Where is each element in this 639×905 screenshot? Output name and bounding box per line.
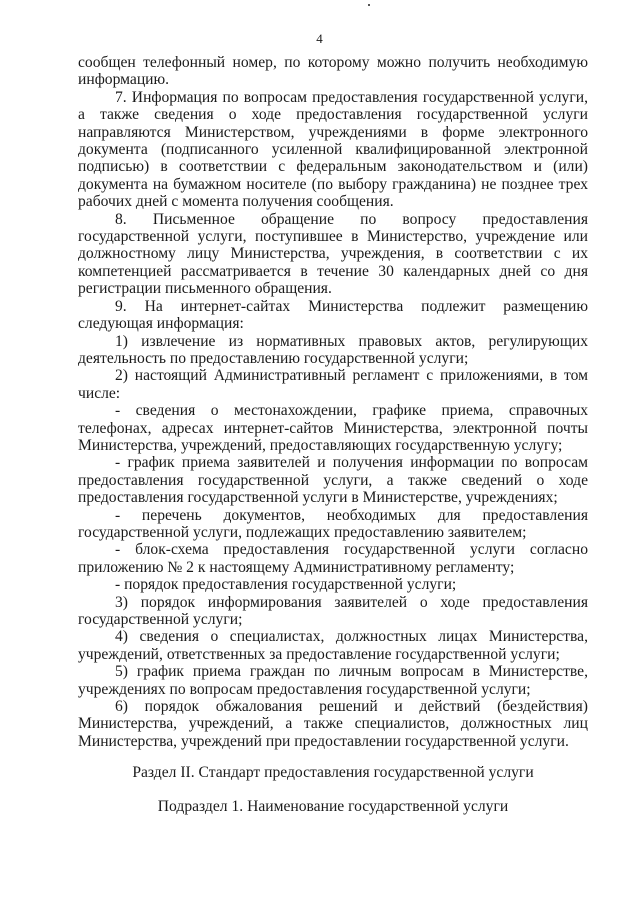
list-item-3: 3) порядок информирования заявителей о ходе предоставления государственной услуги; <box>78 593 588 628</box>
sub-item-documents-list: - перечень документов, необходимых для предоставления государственной услуги, подлежащих предоставлению заявителем; <box>78 506 588 541</box>
sub-item-flowchart: - блок-схема предоставления государственной услуги согласно приложению № 2 к настоящему Административному регламенту; <box>78 541 588 576</box>
list-item-6: 6) порядок обжалования решений и действий (бездействия) Министерства, учреждений, а также специалистов, должностных лиц Министерства, учреждений при предоставлении государственной услуги. <box>78 698 588 750</box>
sub-item-reception-schedule: - график приема заявителей и получения информации по вопросам предоставления государственной услуги, а также сведений о ходе предоставления государственной услуги в Министерстве, учреждениях; <box>78 454 588 507</box>
paragraph-8: 8. Письменное обращение по вопросу предоставления государственной услуги, поступившее в Министерство, учреждение или должностному лицу Министерства, учреждения, в соответствии с их компетенцией рассматривается в течение 30 календарных дней со дня регистрации письменного обращения. <box>78 210 588 298</box>
subsection-heading: Подраздел 1. Наименование государственной услуги <box>157 798 509 816</box>
list-item-5: 5) график приема граждан по личным вопросам в Министерстве, учреждениях по вопросам предоставления государственной услуги; <box>78 663 588 698</box>
paragraph-continuation: сообщен телефонный номер, по которому можно получить необходимую информацию. <box>78 54 588 89</box>
list-item-1: 1) извлечение из нормативных правовых актов, регулирующих деятельность по предоставлению государственной услуги; <box>78 332 588 367</box>
sub-item-procedure: - порядок предоставления государственной услуги; <box>115 576 457 594</box>
paragraph-7: 7. Информация по вопросам предоставления государственной услуги, а также сведения о ходе предоставления государственной услуги направляются Министерством, учреждениями в форме электронного документа (подписанного усиленной квалифицированной электронной подписью) в соответствии с федеральным законодательством и (или) документа на бумажном носителе (по выбору гражданина) не позднее трех рабочих дней с момента получения сообщения. <box>78 88 588 211</box>
sub-item-location-info: - сведения о местонахождении, графике приема, справочных телефонах, адресах интернет-сайтов Министерства, электронной почты Министерства, учреждений, предоставляющих государственную услугу; <box>78 402 588 454</box>
document-body <box>78 54 588 750</box>
section-heading: Раздел II. Стандарт предоставления государственной услуги <box>132 764 534 781</box>
headings-block <box>78 764 588 816</box>
list-item-2: 2) настоящий Административный регламент с приложениями, в том числе: <box>78 367 588 402</box>
page-number: 4 <box>316 31 323 46</box>
list-item-4: 4) сведения о специалистах, должностных лицах Министерства, учреждений, ответственных за предоставление государственной услуги; <box>78 628 588 663</box>
paragraph-9: 9. На интернет-сайтах Министерства подлежит размещению следующая информация: <box>78 297 588 333</box>
scan-dot <box>368 4 370 6</box>
